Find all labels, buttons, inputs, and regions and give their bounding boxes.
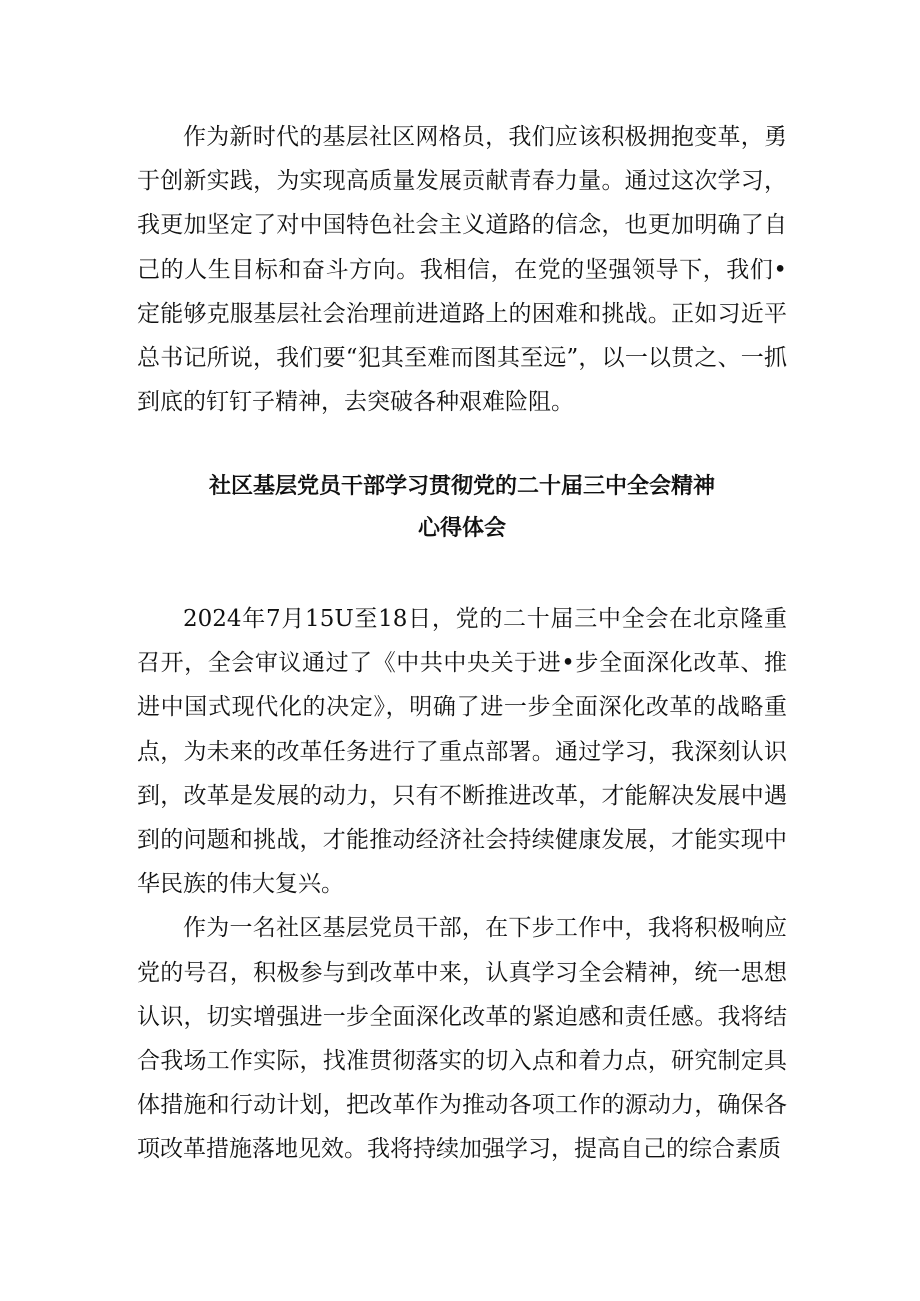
body-paragraph-1: 2024年7月15U至18日，党的二十届三中全会在北京隆重召开，全会审议通过了《中共中央关于进•步全面深化改革、推进中国式现代化的决定》，明确了进一步全面深化改革的战略重点，为未来的改革任务进行了重点部署。通过学习，我深刻认识到，改革是发展的动力，只有不断推进改革，才能解决发展中遇到的问题和挑战，才能推动经济社会持续健康发展，才能实现中华民族的伟大复兴。 [137, 606, 787, 898]
title-line-2: 心得体会 [417, 516, 506, 541]
title-line-1: 社区基层党员干部学习贯彻党的二十届三中全会精神 [208, 474, 715, 499]
body-paragraphs [137, 597, 787, 1172]
body-paragraph-2: 作为一名社区基层党员干部，在下步工作中，我将积极响应党的号召，积极参与到改革中来，认真学习全会精神，统一思想认识，切实增强进一步全面深化改革的紧迫感和责任感。我将结合我场工作实际，找准贯彻落实的切入点和着力点，研究制定具体措施和行动计划，把改革作为推动各项工作的源动力，确保各项改革措施落地见效。我将持续加强学习，提高自己的综合素质 [137, 915, 787, 1163]
article-title [137, 466, 787, 550]
intro-paragraph-block [137, 115, 787, 424]
intro-paragraph: 作为新时代的基层社区网格员，我们应该积极拥抱变革，勇于创新实践，为实现高质量发展贡献青春力量。通过这次学习，我更加坚定了对中国特色社会主义道路的信念，也更加明确了自己的人生目标和奋斗方向。我相信，在党的坚强领导下，我们•定能够克服基层社会治理前进道路上的困难和挑战。正如习近平总书记所说，我们要“犯其至难而图其至远”，以一以贯之、一抓到底的钉钉子精神，去突破各种艰难险阻。 [137, 124, 787, 416]
